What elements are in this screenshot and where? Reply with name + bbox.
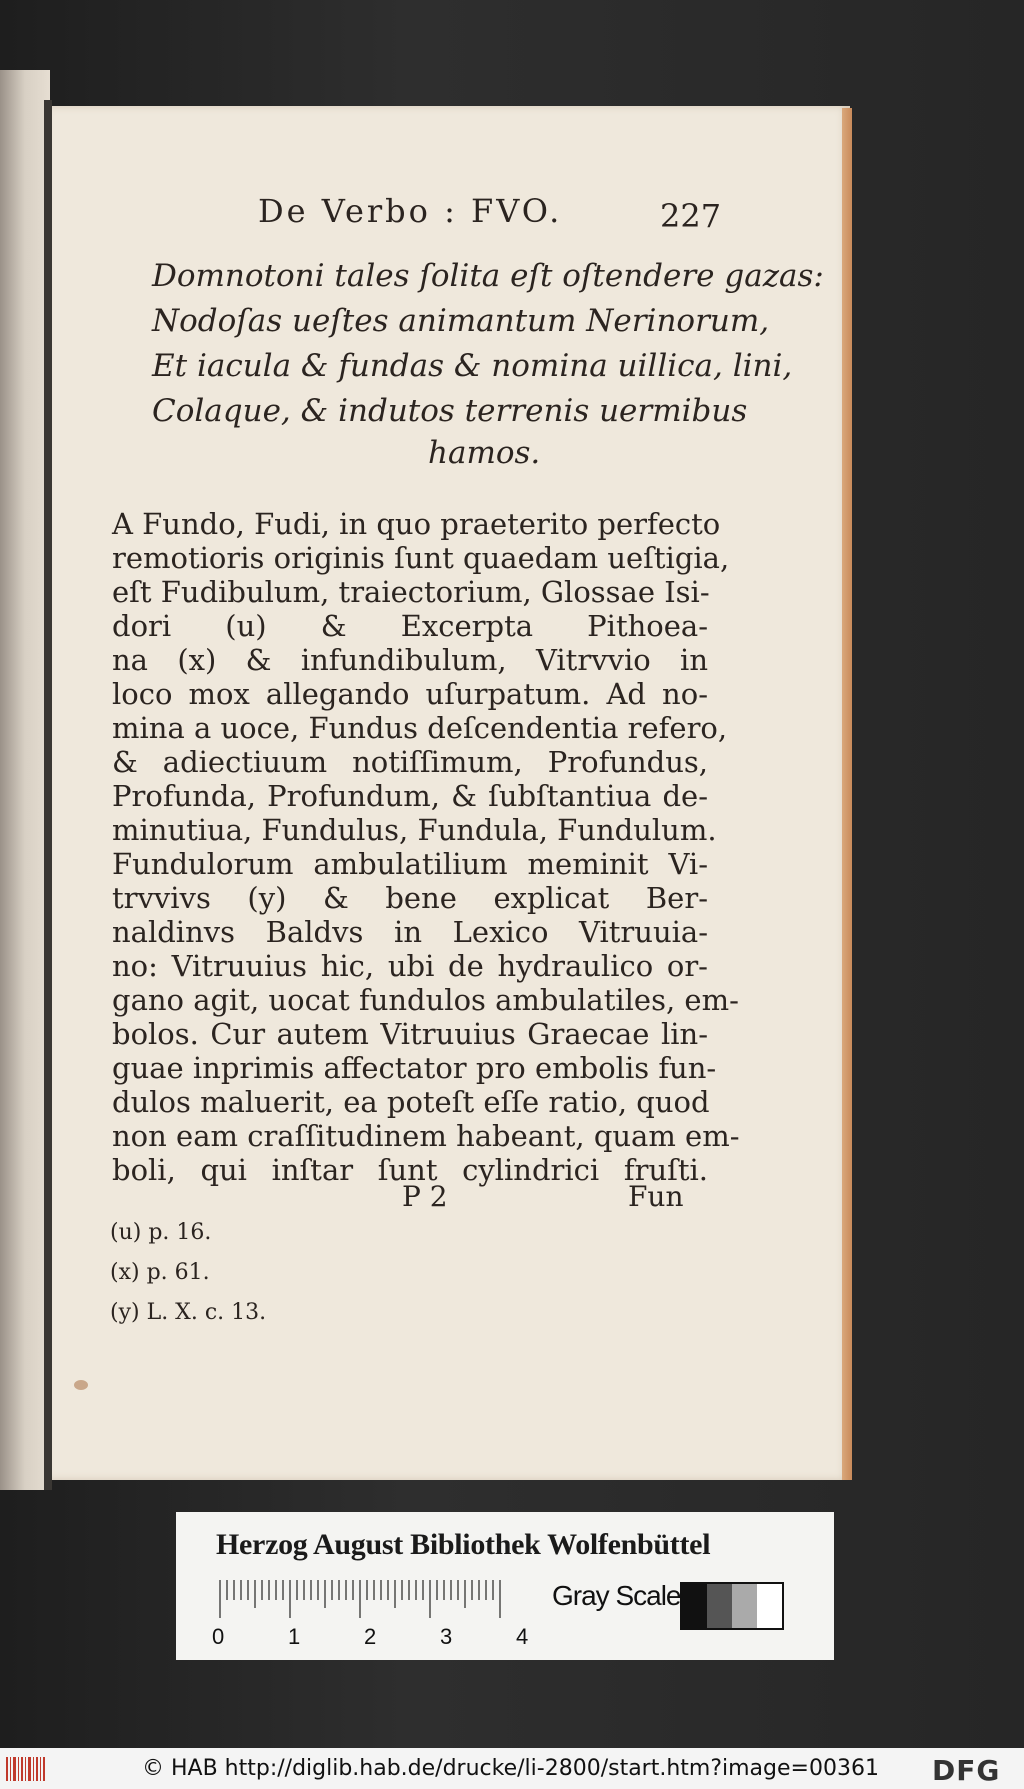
- source-link[interactable]: © HAB http://diglib.hab.de/drucke/li-2800/start.htm?image=00361: [142, 1756, 879, 1781]
- prose-line: bolos. Cur autem Vitruuius Graecae lin-: [112, 1017, 708, 1051]
- scale-ruler: [216, 1580, 506, 1618]
- prose-line: & adiectiuum notiſſimum, Profundus,: [112, 745, 708, 779]
- color-target-card: [176, 1512, 834, 1660]
- gray-patch: [682, 1584, 707, 1628]
- prose-line: na (x) & infundibulum, Vitrvvio in: [112, 643, 708, 677]
- catchword: Fun: [628, 1180, 684, 1213]
- prose-line: dori (u) & Excerpta Pithoea-: [112, 609, 708, 643]
- prose-line: naldinvs Baldvs in Lexico Vitruuia-: [112, 915, 708, 949]
- page-edge: [842, 108, 852, 1480]
- dfg-logo: DFG: [932, 1754, 1001, 1787]
- prose-line: gano agit, uocat fundulos ambulatiles, em-: [112, 983, 739, 1017]
- verse-line: Et iacula & fundas & nomina uillica, lini,: [152, 348, 793, 384]
- prose-line: A Fundo, Fudi, in quo praeterito perfecto: [112, 507, 721, 541]
- gutter-shadow: [44, 100, 52, 1490]
- prose-line: eſt Fudibulum, traiectorium, Glossae Isi-: [112, 575, 710, 609]
- prose-line: remotioris originis ſunt quaedam ueſtigia,: [112, 541, 730, 575]
- footnote: (y) L. X. c. 13.: [110, 1300, 267, 1325]
- gray-patch: [732, 1584, 757, 1628]
- prose-line: minutiua, Fundulus, Fundula, Fundulum.: [112, 813, 717, 847]
- page-number: 227: [660, 197, 722, 235]
- gray-patch: [757, 1584, 782, 1628]
- prose-line: Profunda, Profundum, & ſubſtantiua de-: [112, 779, 708, 813]
- paper-stain: [74, 1380, 88, 1390]
- gray-scale-label: Gray Scale: [552, 1580, 681, 1611]
- verse-line-continuation: hamos.: [428, 435, 541, 471]
- prose-line: trvvivs (y) & bene explicat Ber-: [112, 881, 708, 915]
- ruler-label: 3: [440, 1624, 453, 1649]
- prose-line: boli, qui inſtar ſunt cylindrici fruſti.: [112, 1153, 708, 1187]
- prose-line: no: Vitruuius hic, ubi de hydraulico or-: [112, 949, 708, 983]
- prose-line: mina a uoce, Fundus deſcendentia refero,: [112, 711, 728, 745]
- footer-bar: [0, 1748, 1024, 1789]
- library-name: Herzog August Bibliothek Wolfenbüttel: [216, 1528, 711, 1561]
- signature-mark: P 2: [402, 1180, 448, 1213]
- prose-line: loco mox allegando uſurpatum. Ad no-: [112, 677, 708, 711]
- running-head: De Verbo : FVO.: [258, 192, 563, 230]
- verse-line: Domnotoni tales ſolita eſt oſtendere gazas:: [152, 258, 824, 294]
- gray-patch: [707, 1584, 732, 1628]
- gray-scale-patches: [680, 1582, 784, 1630]
- prose-line: non eam craſſitudinem habeant, quam em-: [112, 1119, 740, 1153]
- ruler-label: 1: [288, 1624, 301, 1649]
- verse-line: Colaque, & indutos terrenis uermibus: [152, 393, 748, 429]
- barcode-icon: [6, 1757, 46, 1781]
- prose-line: Fundulorum ambulatilium meminit Vi-: [112, 847, 708, 881]
- prose-line: guae inprimis affectator pro embolis fun-: [112, 1051, 717, 1085]
- verse-line: Nodoſas ueſtes animantum Nerinorum,: [152, 303, 770, 339]
- footnote: (u) p. 16.: [110, 1220, 212, 1245]
- footnote: (x) p. 61.: [110, 1260, 210, 1285]
- ruler-label: 0: [212, 1624, 225, 1649]
- prose-line: dulos maluerit, ea poteſt eſſe ratio, quod: [112, 1085, 710, 1119]
- left-page-edge: [0, 70, 50, 1490]
- ruler-label: 2: [364, 1624, 377, 1649]
- ruler-label: 4: [516, 1624, 529, 1649]
